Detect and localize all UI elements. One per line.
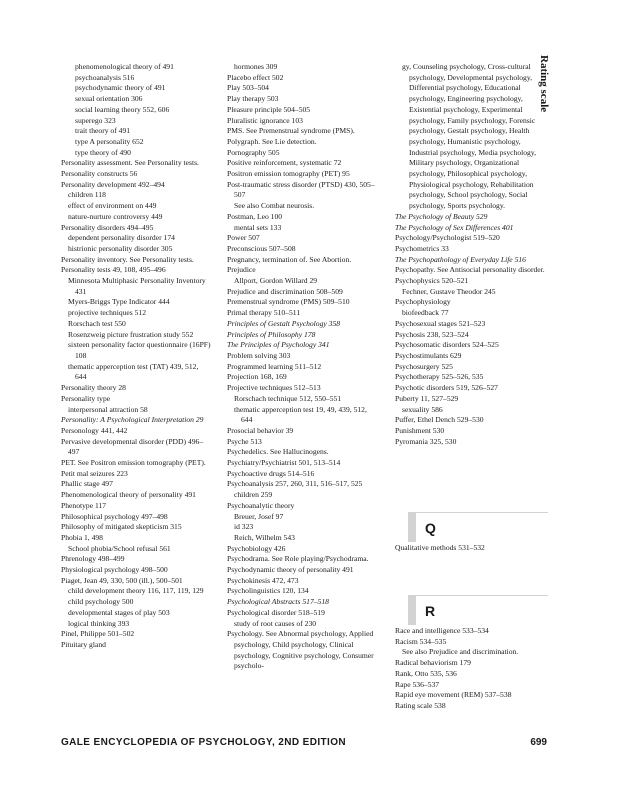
index-entry: Psychological disorder 518–519 [227, 607, 325, 617]
index-entry: Philosophical psychology 497–498 [61, 511, 168, 521]
index-entry: superego 323 [75, 115, 116, 125]
index-entry: id 323 [234, 522, 254, 532]
index-entry: Phenotype 117 [61, 500, 107, 510]
index-entry: Pervasive developmental disorder (PDD) 496–497 [61, 436, 204, 457]
index-entry: Psychoanalysis 257, 260, 311, 516–517, 525 [227, 479, 363, 489]
footer-title: GALE ENCYCLOPEDIA OF PSYCHOLOGY, 2ND EDITION [61, 737, 347, 748]
index-entry: Psychedelics. See Hallucinogens. [227, 447, 329, 457]
index-entry: type theory of 490 [75, 147, 131, 157]
index-entry: Pornography 505 [227, 147, 280, 157]
index-entry: Fechner, Gustave Theodor 245 [402, 286, 496, 296]
section-r-header [408, 595, 548, 625]
index-entry: Psychodrama. See Role playing/Psychodrama. [227, 554, 369, 564]
index-entry: Psychosomatic disorders 524–525 [395, 340, 499, 350]
index-entry: Psychology/Psychologist 519–520 [395, 233, 500, 243]
index-entry: Pituitary gland [61, 639, 106, 649]
index-entry: Primal therapy 510–511 [227, 308, 301, 318]
index-entry: The Principles of Psychology 341 [227, 340, 330, 350]
index-entry: Rorschach technique 512, 550–551 [234, 393, 342, 403]
index-entry: Principles of Philosophy 178 [227, 329, 316, 339]
index-entry: Personality theory 28 [61, 383, 126, 393]
index-entry: Pyromania 325, 530 [395, 436, 457, 446]
index-entry: thematic apperception test (TAT) 439, 512, 644 [68, 361, 199, 382]
index-entry: hormones 309 [234, 62, 278, 71]
index-entry: Reich, Wilhelm 543 [234, 532, 295, 542]
index-entry: Personality constructs 56 [61, 169, 138, 179]
index-entry: Postman, Leo 100 [227, 211, 283, 221]
index-entry: thematic apperception test 19, 49, 439, 512, 644 [234, 404, 367, 425]
index-entry: Post-traumatic stress disorder (PTSD) 430, 505–507 [227, 179, 375, 200]
index-entry: Psycholinguistics 120, 134 [227, 586, 309, 596]
index-entry: Personality assessment. See Personality tests. [61, 158, 199, 168]
index-entry: mental sets 133 [234, 222, 282, 232]
index-entry: Rorschach test 550 [68, 318, 126, 328]
index-entry: Psychophysiology [395, 297, 451, 307]
index-entry: Racism 534–535 [395, 636, 447, 646]
index-entry: Premenstrual syndrome (PMS) 509–510 [227, 297, 350, 307]
index-entry: Psychosis 238, 523–524 [395, 329, 469, 339]
section-r-rule [408, 595, 548, 596]
index-entry: Positron emission tomography (PET) 95 [227, 169, 350, 179]
index-entry: Projection 168, 169 [227, 372, 287, 382]
index-entry: histrionic personality disorder 305 [68, 243, 173, 253]
index-entry: Phenomenological theory of personality 491 [61, 490, 196, 500]
index-entry: type A personality 652 [75, 136, 144, 146]
index-entry: Psychopathy. See Antisocial personality disorder. [395, 265, 545, 275]
index-entry: dependent personality disorder 174 [68, 233, 175, 243]
index-entry: Rapid eye movement (REM) 537–538 [395, 690, 512, 700]
index-entry: children 259 [234, 490, 273, 500]
index-entry: Rank, Otto 535, 536 [395, 668, 457, 678]
index-entry: Psychosurgery 525 [395, 361, 453, 371]
index-entry: See also Combat neurosis. [234, 201, 315, 211]
section-r-letter: R [425, 603, 436, 619]
index-entry: Positive reinforcement, systematic 72 [227, 158, 342, 168]
index-entry: Personality disorders 494–495 [61, 222, 154, 232]
index-entry: Principles of Gestalt Psychology 358 [227, 318, 341, 328]
index-entry: Pregnancy, termination of. See Abortion. [227, 254, 352, 264]
index-entry: Puberty 11, 527–529 [395, 393, 459, 403]
index-entry: Psychometrics 33 [395, 243, 449, 253]
index-entry: social learning theory 552, 606 [75, 104, 170, 114]
index-entry: Prosocial behavior 39 [227, 425, 294, 435]
index-entry: The Psychology of Sex Differences 401 [395, 222, 514, 232]
index-entry: Philosophy of mitigated skepticism 315 [61, 522, 182, 532]
index-entry: Play therapy 503 [227, 94, 279, 104]
index-entry: Pluralistic ignorance 103 [227, 115, 303, 125]
index-entry: Piaget, Jean 49, 330, 500 (ill.), 500–501 [61, 575, 183, 585]
index-entry: Minnesota Multiphasic Personality Inventory 431 [68, 276, 206, 296]
index-entry: phenomenological theory of 491 [75, 62, 174, 71]
index-entry: Allport, Gordon Willard 29 [234, 276, 318, 286]
index-entry: Radical behaviorism 179 [395, 658, 471, 668]
index-entry: Psychobiology 426 [227, 543, 286, 553]
index-column-2 [227, 62, 377, 672]
index-entry: Breuer, Josef 97 [234, 511, 284, 521]
index-entry: Placebo effect 502 [227, 72, 284, 82]
section-q-letter: Q [425, 520, 436, 536]
index-entry: Rosenzweig picture frustration study 552 [68, 329, 194, 339]
index-entry: child psychology 500 [68, 597, 134, 607]
index-entry: biofeedback 77 [402, 308, 449, 318]
index-entry: Preconscious 507–508 [227, 243, 296, 253]
index-entry: Myers-Briggs Type Indicator 444 [68, 297, 170, 307]
index-entry: Personology 441, 442 [61, 425, 128, 435]
section-r-bar [408, 595, 416, 625]
index-entry: Phallic stage 497 [61, 479, 113, 489]
index-entry: child development theory 116, 117, 119, 129 [68, 586, 204, 596]
index-entry: Psychotherapy 525–526, 535 [395, 372, 484, 382]
index-entry: The Psychology of Beauty 529 [395, 211, 488, 221]
index-entry: Phobia 1, 498 [61, 532, 103, 542]
index-entry: Problem solving 303 [227, 350, 291, 360]
index-entry: Psychodynamic theory of personality 491 [227, 565, 354, 575]
index-entry: Rape 536–537 [395, 679, 440, 689]
index-entry: School phobia/School refusal 561 [68, 543, 171, 553]
index-entry: PET. See Positron emission tomography (PET). [61, 458, 206, 468]
index-entry: Polygraph. See Lie detection. [227, 136, 317, 146]
index-entry: Pleasure principle 504–505 [227, 104, 311, 114]
index-entry: The Psychopathology of Everyday Life 516 [395, 254, 526, 264]
index-entry: psychodynamic theory of 491 [75, 83, 166, 93]
index-entry: Programmed learning 511–512 [227, 361, 322, 371]
index-entry: See also Prejudice and discrimination. [402, 647, 519, 657]
page-number: 699 [530, 737, 547, 748]
index-entry: Psychophysics 520–521 [395, 276, 469, 286]
index-entry: Puffer, Ethel Dench 529–530 [395, 415, 484, 425]
index-entry: developmental stages of play 503 [68, 607, 170, 617]
index-entry: effect of environment on 449 [68, 201, 157, 211]
index-entry: interpersonal attraction 58 [68, 404, 148, 414]
index-entry: Psychotic disorders 519, 526–527 [395, 383, 498, 393]
index-entry: Phrenology 498–499 [61, 554, 125, 564]
section-q-bar [408, 512, 416, 542]
index-entry: Projective techniques 512–513 [227, 383, 321, 393]
index-entry: Personality type [61, 393, 111, 403]
section-q-header [408, 512, 548, 542]
index-entry: Personality: A Psychological Interpretation 29 [61, 415, 204, 425]
section-q-rule [408, 512, 548, 513]
index-entry: Personality tests 49, 108, 495–496 [61, 265, 166, 275]
index-entry: Rating scale 538 [395, 700, 446, 710]
index-entry: Qualitative methods 531–532 [395, 543, 485, 552]
index-entry: Play 503–504 [227, 83, 269, 93]
index-entry: Petit mal seizures 223 [61, 468, 128, 478]
page-footer [61, 737, 547, 751]
index-entry: Personality inventory. See Personality tests. [61, 254, 194, 264]
index-entry: sexuality 586 [402, 404, 443, 414]
index-entry: sexual orientation 306 [75, 94, 143, 104]
index-entry: children 118 [68, 190, 106, 200]
index-entry: Psychostimulants 629 [395, 350, 462, 360]
index-entry: Psychosexual stages 521–523 [395, 318, 486, 328]
index-entry: gy, Counseling psychology, Cross-cultural psychology, Developmental psychology, Differential psychology, Educational psychology, Engineering psychology, Existential psychology, Experimental psychology, Family psychology, Forensic psychology, Gestalt psychology, Health psychology, Humanistic psychology, Industrial psychology, Media psychology, Military psychology, Organizational psychology, Philosophical psychology, Physiological psychology, Rehabilitation psychology, School psychology, Social psychology, Sports psychology. [402, 62, 537, 211]
index-column-3-q-entries [395, 543, 547, 554]
index-entry: sixteen personality factor questionnaire (16PF) 108 [68, 340, 211, 360]
index-column-3-r-entries [395, 626, 547, 712]
index-entry: study of root causes of 230 [234, 618, 317, 628]
index-entry: Personality development 492–494 [61, 179, 165, 189]
index-entry: Race and intelligence 533–534 [395, 626, 489, 635]
index-entry: nature-nurture controversy 449 [68, 211, 163, 221]
index-entry: trait theory of 491 [75, 126, 131, 136]
index-entry: Psychiatry/Psychiatrist 501, 513–514 [227, 458, 341, 468]
index-entry: Power 507 [227, 233, 260, 243]
index-entry: Prejudice [227, 265, 256, 275]
running-head-text: Rating scale [538, 55, 550, 113]
index-entry: Psychoactive drugs 514–516 [227, 468, 315, 478]
index-entry: Pinel, Philippe 501–502 [61, 629, 135, 639]
index-entry: Psyche 513 [227, 436, 262, 446]
index-entry: Prejudice and discrimination 508–509 [227, 286, 343, 296]
index-column-1 [61, 62, 211, 651]
index-entry: Psychology. See Abnormal psychology, Applied psychology, Child psychology, Clinical psychology, Cognitive psychology, Consumer psycholo- [227, 629, 374, 671]
index-entry: projective techniques 512 [68, 308, 147, 318]
index-entry: Psychological Abstracts 517–518 [227, 597, 329, 607]
index-entry: Physiological psychology 498–500 [61, 565, 168, 575]
index-entry: logical thinking 393 [68, 618, 130, 628]
index-entry: Psychokinesis 472, 473 [227, 575, 299, 585]
index-entry: psychoanalysis 516 [75, 72, 135, 82]
index-column-3 [395, 62, 547, 447]
index-entry: PMS. See Premenstrual syndrome (PMS). [227, 126, 355, 136]
index-entry: Psychoanalytic theory [227, 500, 295, 510]
index-entry: Punishment 530 [395, 425, 445, 435]
